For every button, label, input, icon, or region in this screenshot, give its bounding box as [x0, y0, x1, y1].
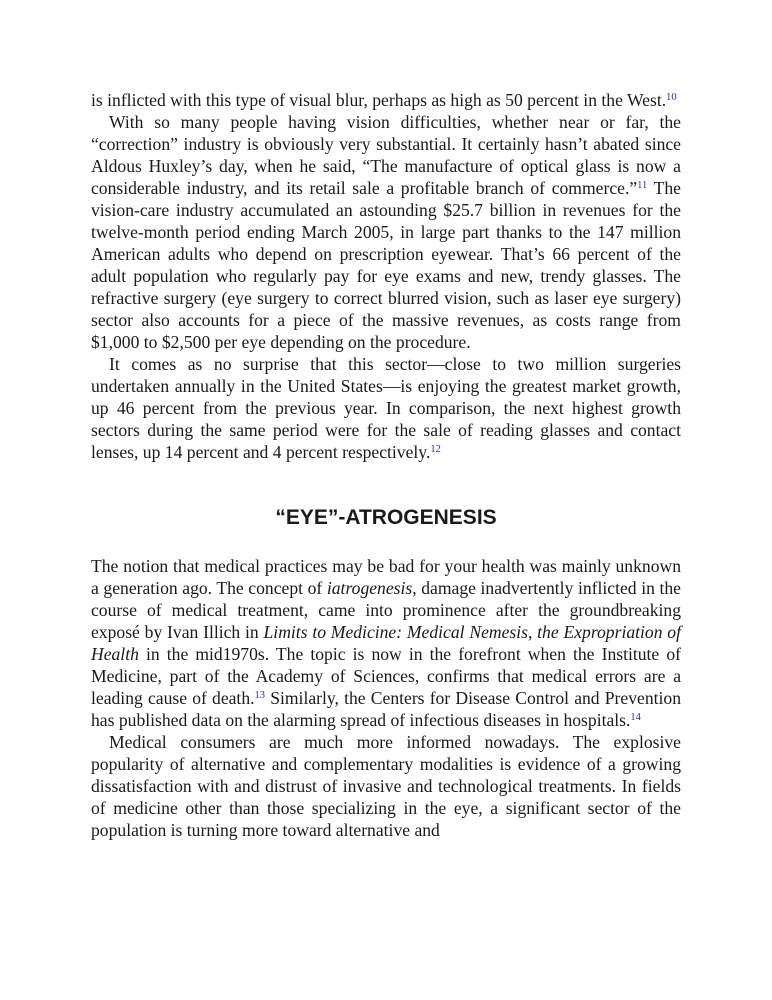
paragraph-iatrogenesis	[91, 555, 681, 731]
paragraph-text: is inflicted with this type of visual blur, perhaps as high as 50 percent in the West.	[91, 90, 667, 110]
paragraph-surgery-growth	[91, 353, 681, 463]
italic-term: iatrogenesis	[326, 578, 413, 598]
paragraph-text: Medical consumers are much more informed nowadays. The explosive popularity of alternative and complementary modalities is evidence of a growing dissatisfaction with and distrust of invasive and technological treatments. In fields of medicine other than those specializing in the eye, a significant sector of the population is turning more toward alternative and	[91, 732, 681, 840]
footnote-ref-10[interactable]: 10	[666, 92, 677, 103]
paragraph-blur-prevalence	[91, 89, 681, 111]
paragraph-text: Similarly, the Centers for Disease Control and Prevention has published data on the alarming spread of infectious diseases in hospitals.	[91, 688, 681, 730]
footnote-ref-14[interactable]: 14	[630, 712, 641, 723]
book-title: Limits to Medicine: Medical Nemesis, the Expropriation of Health	[91, 622, 681, 664]
paragraph-text: The notion that medical practices may be bad for your health was mainly unknown a generation ago. The concept of	[91, 556, 681, 598]
paragraph-text: in the mid1970s. The topic is now in the forefront when the Institute of Medicine, part of the Academy of Sciences, confirms that medical errors are a leading cause of death.	[91, 644, 681, 708]
footnote-ref-12[interactable]: 12	[430, 444, 441, 455]
paragraph-text: The vision-care industry accumulated an astounding $25.7 billion in revenues for the twelve-month period ending March 2005, in large part thanks to the 147 million American adults who depend on prescription eyewear. That’s 66 percent of the adult population who regularly pay for eye exams and new, trendy glasses. The refractive surgery (eye surgery to correct blurred vision, such as laser eye surgery) sector also accounts for a piece of the massive revenues, as costs range from $1,000 to $2,500 per eye depending on the procedure.	[91, 178, 681, 352]
footnote-ref-13[interactable]: 13	[254, 690, 266, 701]
footnote-ref-11[interactable]: 11	[637, 180, 648, 191]
paragraph-correction-industry	[91, 111, 681, 353]
paragraph-medical-consumers	[91, 731, 681, 841]
paragraph-text: , damage inadvertently inflicted in the course of medical treatment, came into prominence after the groundbreaking exposé by Ivan Illich in	[91, 578, 681, 642]
section-heading: “EYE”-ATROGENESIS	[275, 506, 497, 529]
paragraph-text: With so many people having vision difficulties, whether near or far, the “correction” industry is obviously very substantial. It certainly hasn’t abated since Aldous Huxley’s day, when he said, “The manufacture of optical glass is now a considerable industry, and its retail sale a profitable branch of commerce.”	[91, 112, 681, 198]
page-body	[91, 89, 681, 841]
paragraph-text: It comes as no surprise that this sector—close to two million surgeries undertaken annually in the United States—is enjoying the greatest market growth, up 46 percent from the previous year. In comparison, the next highest growth sectors during the same period were for the sale of reading glasses and contact lenses, up 14 percent and 4 percent respectively.	[91, 354, 681, 462]
